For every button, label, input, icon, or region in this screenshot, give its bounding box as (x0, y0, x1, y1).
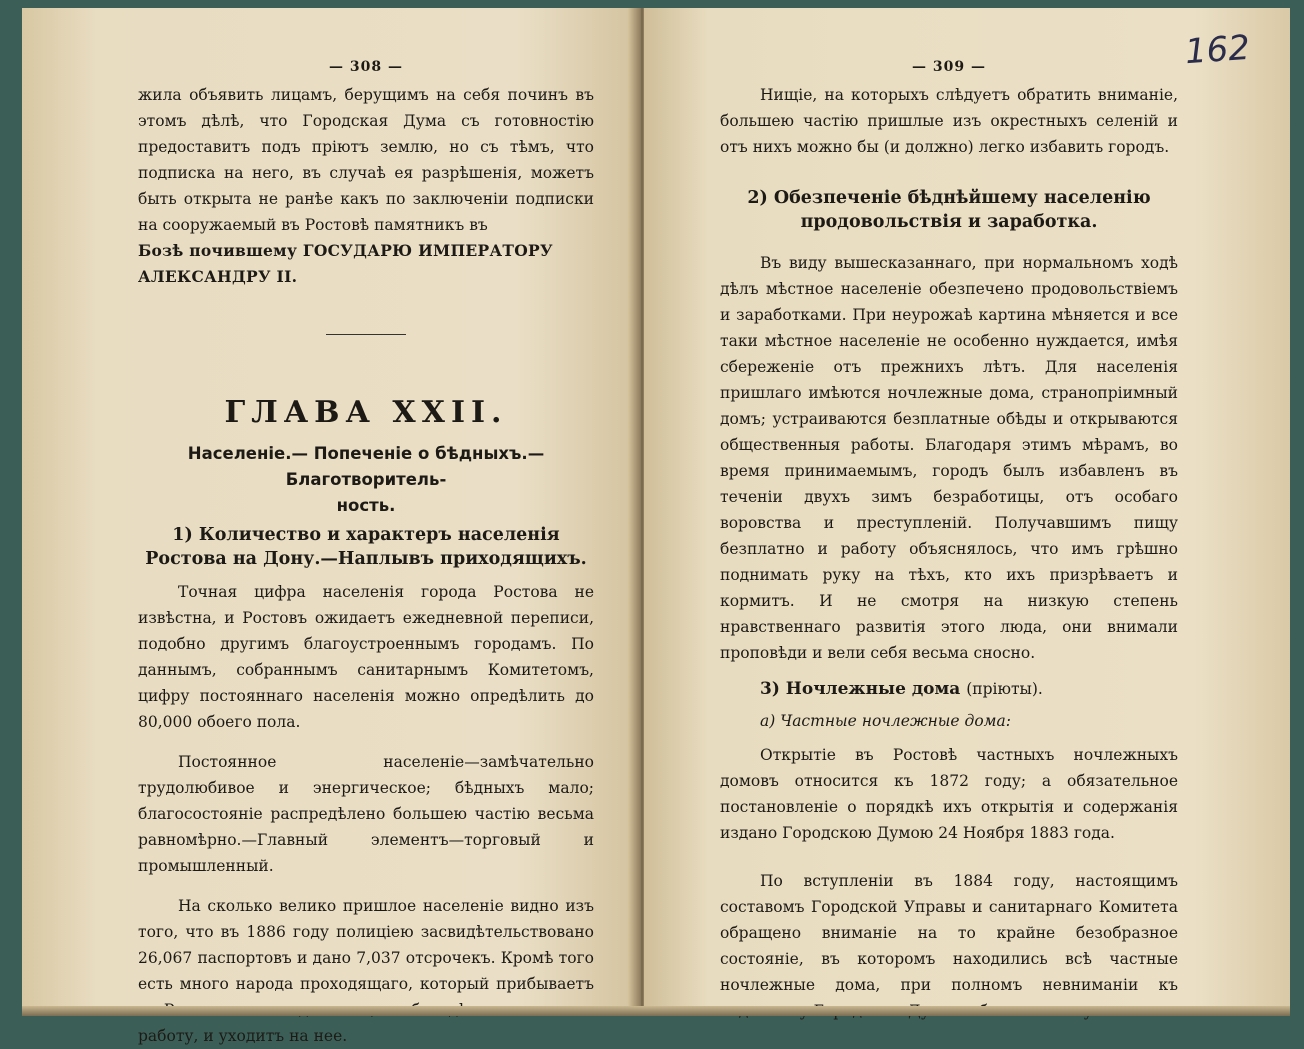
left-continued-last-line: Бозѣ почившему ГОСУДАРЮ ИМПЕРАТОРУ АЛЕКСАНДРУ II. (138, 241, 553, 286)
subsection-3-normal: (пріюты). (966, 680, 1043, 698)
right-page-number: — 309 — (912, 59, 986, 75)
subsection-1-title: 1) Количество и характеръ населенія Ростова на Дону.—Наплывъ приходящихъ. (145, 525, 587, 569)
right-paragraph-2: Въ виду вышесказаннаго, при нормальномъ ходѣ дѣлъ мѣстное населеніе обезпечено продовольствіемъ и заработками. При неурожаѣ картина мѣняется и все таки мѣстное населеніе не особенно нуждается, имѣя сбереженіе отъ прежнихъ лѣтъ. Для населенія пришлаго имѣются ночлежные дома, странопріимный домъ; устраиваются безплатные обѣды и открываются общественныя работы. Благодаря этимъ мѣрамъ, во время принимаемымъ, городъ былъ избавленъ въ теченіи двухъ зимъ безработицы, отъ особаго воровства и преступленій. Получавшимъ пищу безплатно и работу объяснялось, что имъ грѣшно поднимать руку на тѣхъ, кто ихъ призрѣваетъ и кормитъ. И не смотря на низкую степень нравственнаго развитія этого люда, они внимали проповѣди и вели себя весьма сносно. (720, 254, 1178, 662)
section-title-line2: ность. (336, 496, 396, 515)
left-page-column (138, 52, 594, 1049)
right-page (644, 8, 1290, 1016)
left-page-number: — 308 — (329, 59, 403, 75)
right-paragraph-1: Нищіе, на которыхъ слѣдуетъ обратить вниманіе, большею частію пришлые изъ окрестныхъ селеній и отъ нихъ можно бы (и должно) легко избавить городъ. (720, 86, 1178, 156)
right-paragraph-4: По вступленіи въ 1884 году, настоящимъ составомъ Городской Управы и санитарнаго Комитета обращено вниманіе на то крайне безобразное состояніе, въ которомъ находились всѣ частные ночлежные дома, при полномъ невниманіи къ (720, 872, 1178, 994)
section-divider (326, 334, 406, 335)
subsection-a-title: а) Частные ночлежные дома: (760, 712, 1011, 730)
left-paragraph-1: Точная цифра населенія города Ростова не извѣстна, и Ростовъ ожидаетъ ежедневной переписи, подобно другимъ благоустроеннымъ городамъ. По даннымъ, собраннымъ санитарнымъ Комитетомъ, цифру постояннаго населенія можно опредѣлить до 80,000 обоего пола. (138, 583, 594, 731)
subsection-3-title (720, 676, 1178, 702)
right-paragraph-3: Открытіе въ Ростовѣ частныхъ ночлежныхъ домовъ относится къ 1872 году; а обязательное постановленіе о порядкѣ ихъ открытія и содержанія издано Городскою Думою 24 Ноября 1883 года. (720, 746, 1178, 842)
archive-folio-number: 162 (1183, 27, 1252, 73)
left-paragraph-2: Постоянное населеніе—замѣчательно трудолюбивое и энергическое; бѣдныхъ мало; благосостояніе распредѣлено большею частію весьма равномѣрно.—Главный элементъ—торговый и промышленный. (138, 753, 594, 875)
book-spread (22, 8, 1290, 1045)
section-title-line1: Населеніе.— Попеченіе о бѣдныхъ.—Благотворитель- (187, 444, 545, 489)
subsection-3-bold: 3) Ночлежные дома (760, 679, 961, 699)
page-bottom-edge (22, 1006, 1290, 1016)
right-page-column (720, 52, 1178, 1024)
subsection-2-title: 2) Обезпеченіе бѣднѣйшему населенію продовольствія и заработка. (747, 188, 1151, 232)
left-page (22, 8, 640, 1045)
chapter-title: ГЛАВА XXII. (224, 395, 508, 430)
left-continued-paragraph: жила объявить лицамъ, берущимъ на себя починъ въ этомъ дѣлѣ, что Городская Дума съ готовностію предоставитъ подъ пріютъ землю, но съ тѣмъ, что подписка на него, въ случаѣ ея разрѣшенія, можетъ быть открыта не ранѣе какъ по заключеніи подписки на сооружаемый въ Ростовѣ памятникъ въ (138, 86, 594, 234)
left-paragraph-3: На сколько велико пришлое населеніе видно изъ того, что въ 1886 году полиціею засвидѣтельствовано 26,067 паспортовъ и дано 7,037 отсрочекъ. Кромѣ того есть много народа проходящаго, который прибываетъ работу, и уходитъ на нее. (138, 897, 594, 1045)
